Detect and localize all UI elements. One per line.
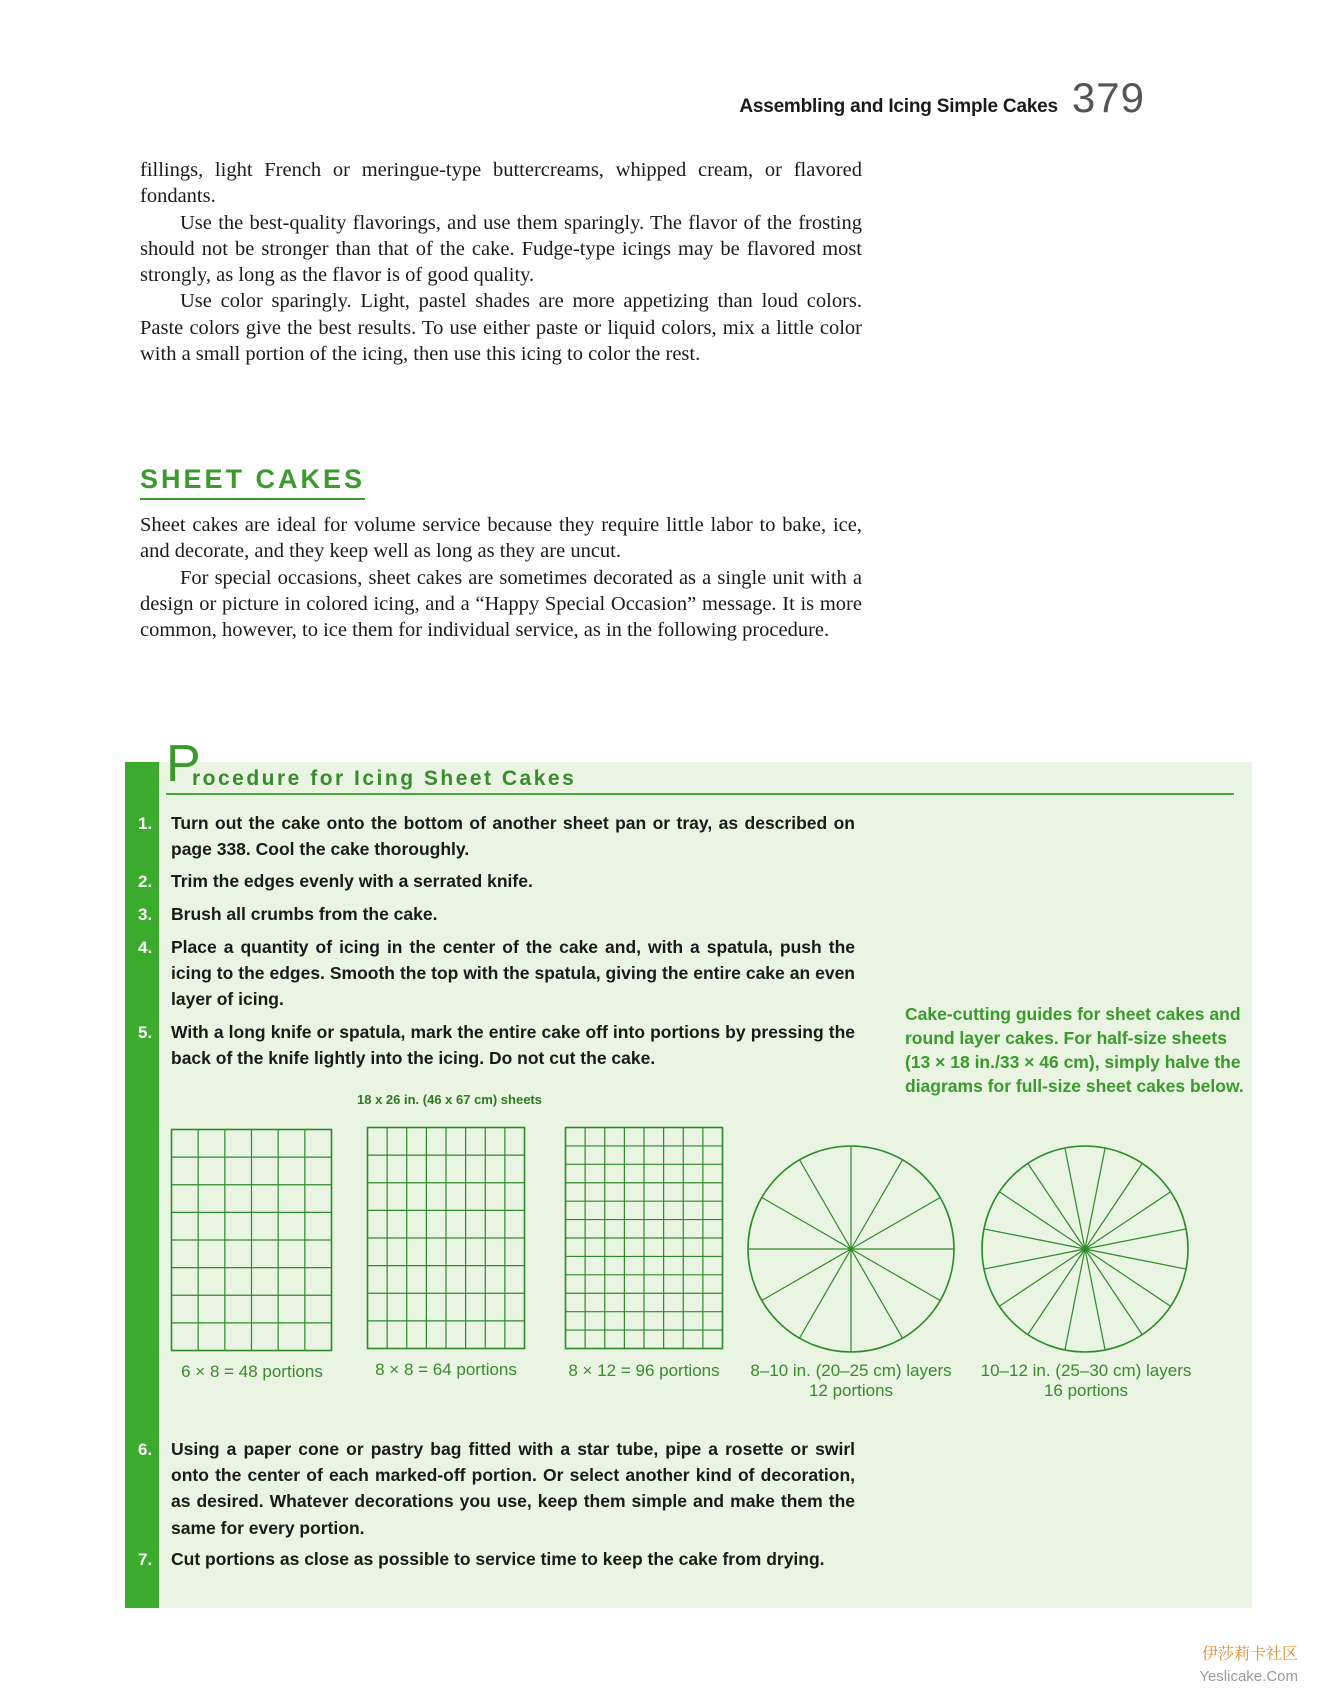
intro-paragraph-2: Use the best-quality flavorings, and use them sparingly. The flavor of the frosting should not be stronger than that of the cake. Fudge-type icings may be flavored most strongly, as long as the flavor is of good quality. (140, 211, 862, 287)
grid-label-64: 8 × 8 = 64 portions (375, 1360, 517, 1379)
intro-paragraph-1: fillings, light French or meringue-type buttercreams, whipped cream, or flavored fondants. (140, 159, 862, 208)
grid-label-96: 8 × 12 = 96 portions (568, 1361, 720, 1380)
section-paragraph-1: Sheet cakes are ideal for volume service because they require little labor to bake, ice, and decorate, and they keep well as long as they are uncut. (140, 514, 862, 563)
step-text-1: Turn out the cake onto the bottom of another sheet pan or tray, as described on page 338. Cool the cake thoroughly. (171, 813, 855, 860)
intro-paragraph-3: Use color sparingly. Light, pastel shades are more appetizing than loud colors. Paste colors give the best results. To use either paste or liquid colors, mix a little color with a small portion of the icing, then use this icing to color the rest. (140, 290, 862, 366)
slice-line (762, 1249, 851, 1301)
step-number-1: 1. (138, 814, 153, 833)
round-diagram-12-portions (746, 1144, 956, 1354)
slice-line (762, 1198, 851, 1250)
slice-line (851, 1198, 940, 1250)
step-number-2: 2. (138, 872, 153, 891)
slice-line (851, 1249, 903, 1338)
procedure-title-initial: P (166, 735, 201, 793)
step-number-6: 6. (138, 1440, 153, 1459)
slice-line (800, 1249, 852, 1338)
step-text-7: Cut portions as close as possible to service time to keep the cake from drying. (171, 1549, 825, 1569)
slice-line (800, 1160, 852, 1249)
section-heading: SHEET CAKES (140, 464, 365, 500)
step-number-5: 5. (138, 1023, 153, 1042)
grid-diagram-48-portions (170, 1128, 333, 1352)
step-text-2: Trim the edges evenly with a serrated knife. (171, 871, 533, 891)
sheets-size-label: 18 x 26 in. (46 x 67 cm) sheets (357, 1092, 542, 1107)
grid-label-48: 6 × 8 = 48 portions (181, 1362, 323, 1381)
procedure-title (166, 735, 1234, 795)
running-title: Assembling and Icing Simple Cakes (739, 96, 1058, 117)
step-number-3: 3. (138, 905, 153, 924)
step-number-7: 7. (138, 1550, 153, 1569)
running-head (739, 74, 1145, 122)
section-paragraph-2: For special occasions, sheet cakes are sometimes decorated as a single unit with a design or picture in colored icing, and a “Happy Special Occasion” message. It is more common, however, to ice them for individual service, as in the following procedure. (140, 566, 862, 642)
step-text-5: With a long knife or spatula, mark the entire cake off into portions by pressing the back of the knife lightly into the icing. Do not cut the cake. (171, 1022, 855, 1069)
round-label-12 (740, 1361, 962, 1401)
step-text-3: Brush all crumbs from the cake. (171, 904, 438, 924)
page-number: 379 (1071, 74, 1145, 121)
round-diagram-16-portions (980, 1144, 1190, 1354)
watermark (1199, 1641, 1298, 1685)
round-label-16-portions: 16 portions (1043, 1381, 1129, 1400)
intro-text (140, 157, 862, 367)
slice-line (851, 1160, 903, 1249)
step-number-4: 4. (138, 938, 153, 957)
round-label-16 (966, 1361, 1206, 1401)
watermark-chinese: 伊莎莉卡社区 (1201, 1646, 1298, 1663)
procedure-title-text: rocedure for Icing Sheet Cakes (192, 767, 577, 790)
round-label-12-size: 8–10 in. (20–25 cm) layers (750, 1361, 952, 1380)
diagram-caption: Cake-cutting guides for sheet cakes and round layer cakes. For half-size sheets (13 × 18 in./33 × 46 cm), simply halve the diagrams for full-size sheet cakes below. (905, 1004, 1244, 1096)
round-label-12-portions: 12 portions (808, 1381, 894, 1400)
step-text-4: Place a quantity of icing in the center of the cake and, with a spatula, push the icing to the edges. Smooth the top with the spatula, giving the entire cake an even layer of icing. (171, 937, 855, 1010)
round-label-16-size: 10–12 in. (25–30 cm) layers (980, 1361, 1192, 1380)
grid-diagram-96-portions (564, 1126, 724, 1350)
grid-diagram-64-portions (366, 1126, 526, 1350)
step-text-6: Using a paper cone or pastry bag fitted with a star tube, pipe a rosette or swirl onto the center of each marked-off portion. Or select another kind of decoration, as desired. Whatever decorations you use, keep them simple and make them the same for every portion. (171, 1439, 855, 1538)
watermark-site: Yeslicake.Com (1199, 1668, 1298, 1685)
slice-line (851, 1249, 940, 1301)
section-text (140, 512, 862, 643)
